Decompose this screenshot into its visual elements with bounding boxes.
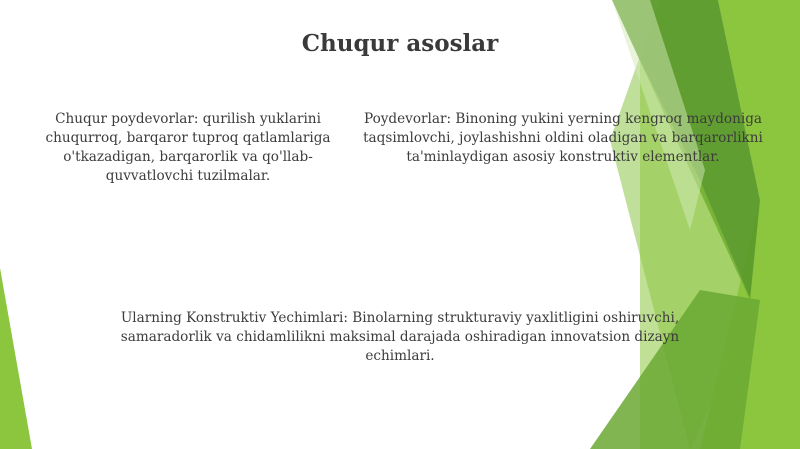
structural-solutions-text: Ularning Konstruktiv Yechimlari: Binolarning strukturaviy yaxlitligini oshiruvchi, samaradorlik va chidamlilikni maksimal darajada oshiradigan innovatsion dizayn echimlari.	[120, 310, 680, 364]
deep-foundations-text: Chuqur poydevorlar: qurilish yuklarini chuqurroq, barqaror tuproq qatlamlariga o'tkazadigan, barqarorlik va qo'llab-quvvatlovchi tuzilmalar.	[45, 111, 331, 184]
foundations-text: Poydevorlar: Binoning yukini yerning kengroq maydoniga taqsimlovchi, joylashishni oldini oladigan va barqarorlikni ta'minlaydigan asosiy konstruktiv elementlar.	[363, 111, 763, 165]
left-green-sliver	[0, 268, 32, 449]
slide-title: Chuqur asoslar	[301, 30, 499, 57]
